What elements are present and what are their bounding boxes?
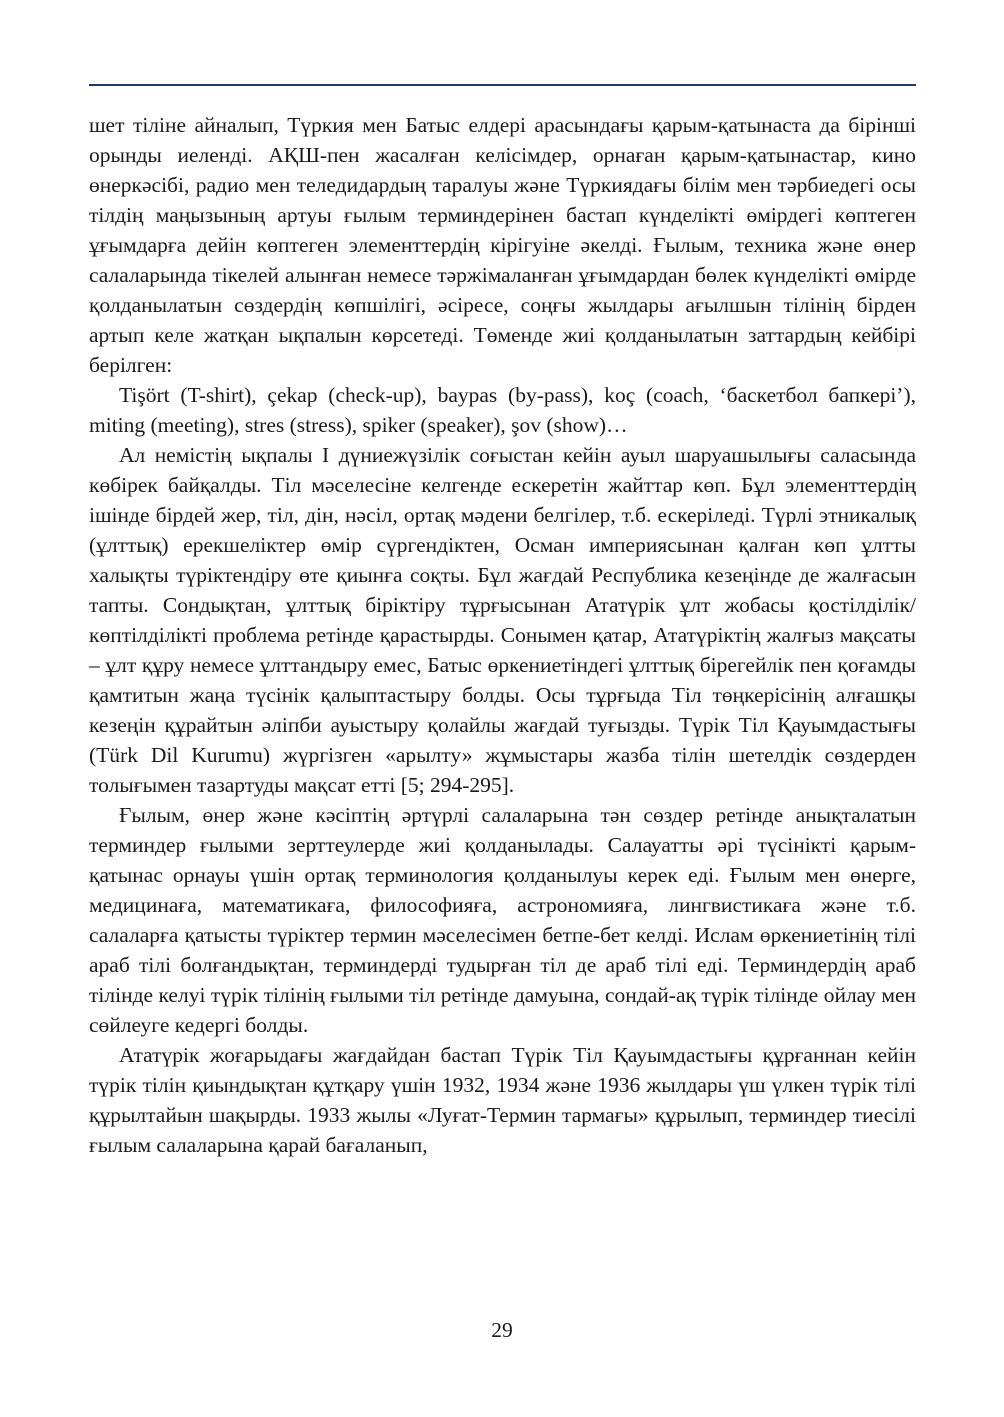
page-number: 29 <box>491 1318 513 1342</box>
paragraph-terminology: Ғылым, өнер және кәсіптің әртүрлі салаларына тән сөздер ретінде анықталатын терминдер ғылыми зерттеулерде жиі қолданылады. Салауатты әрі түсінікті қарым-қатынас орнауы үшін ортақ терминология қолданылуы керек еді. Ғылым мен өнерге, медицинаға, математикаға, философияға, астрономияға, лингвистикаға және т.б. салаларға қатысты түріктер термин мәселесімен бетпе-бет келді. Ислам өркениетінің тілі араб тілі болғандықтан, терминдерді тудырған тіл де араб тілі еді. Терминдердің араб тілінде келуі түрік тілінің ғылыми тіл ретінде дамуына, сондай-ақ түрік тілінде ойлау мен сөйлеуге кедергі болды. <box>89 803 916 1037</box>
header-rule <box>89 84 916 86</box>
paragraph-german-influence: Ал немістің ықпалы І дүниежүзілік соғыстан кейін ауыл шаруашылығы саласында көбірек байқалды. Тіл мәселесіне келгенде ескеретін жайттар көп. Бұл элементтердің ішінде бірдей жер, тіл, дін, нәсіл, ортақ мәдени белгілер, т.б. ескеріледі. Түрлі этникалық (ұлттық) ерекшеліктер өмір сүргендіктен, Осман империясынан қалған көп ұлтты халықты түріктендіру өте қиынға соқты. Бұл жағдай Республика кезеңінде де жалғасын тапты. Сондықтан, ұлттық біріктіру тұрғысынан Ататүрік ұлт жобасы қостілділік/көптілділікті проблема ретінде қарастырды. Сонымен қатар, Ататүріктің жалғыз мақсаты – ұлт құру немесе ұлттандыру емес, Батыс өркениетіндегі ұлттық бірегейлік пен қоғамды қамтитын жаңа түсінік қалыптастыру болды. Осы тұрғыда Тіл төңкерісінің алғашқы кезеңін құрайтын әліпби ауыстыру қолайлы жағдай туғызды. Түрік Тіл Қауымдастығы (Türk Dil Kurumu) жүргізген «арылту» жұмыстары жазба тілін шетелдік сөздерден толығымен тазартуды мақсат етті [5; 294-295]. <box>89 443 916 797</box>
paragraph-ataturk-congress: Ататүрік жоғарыдағы жағдайдан бастап Түрік Тіл Қауымдастығы құрғаннан кейін түрік тілін қиындықтан құтқару үшін 1932, 1934 және 1936 жылдары үш үлкен түрік тілі құрылтайын шақырды. 1933 жылы «Луғат-Термин тармағы» құрылып, терминдер тиесілі ғылым салаларына қарай бағаланып, <box>89 1043 916 1157</box>
paragraph-loanword-examples: Tişört (T-shirt), çekap (check-up), baypas (by-pass), koç (coach, ‘баскетбол бапкері’), miting (meeting), stres (stress), spiker (speaker), şov (show)… <box>89 383 916 437</box>
paragraph-continuation: шет тіліне айналып, Түркия мен Батыс елдері арасындағы қарым-қатынаста да бірінші орынды иеленді. АҚШ-пен жасалған келісімдер, орнаған қарым-қатынастар, кино өнеркәсібі, радио мен теледидардың таралуы және Түркиядағы білім мен тәрбиедегі осы тілдің маңызының артуы ғылым терминдерінен бастап күнделікті өмірдегі көптеген ұғымдарға дейін көптеген элементтердің кірігуіне әкелді. Ғылым, техника және өнер салаларында тікелей алынған немесе тәржімаланған ұғымдардан бөлек күнделікті өмірде қолданылатын сөздердің көпшілігі, әсіресе, соңғы жылдары ағылшын тілінің бірден артып келе жатқан ықпалын көрсетеді. Төменде жиі қолданылатын заттардың кейбірі берілген: <box>89 113 916 377</box>
page-body <box>89 110 916 1160</box>
